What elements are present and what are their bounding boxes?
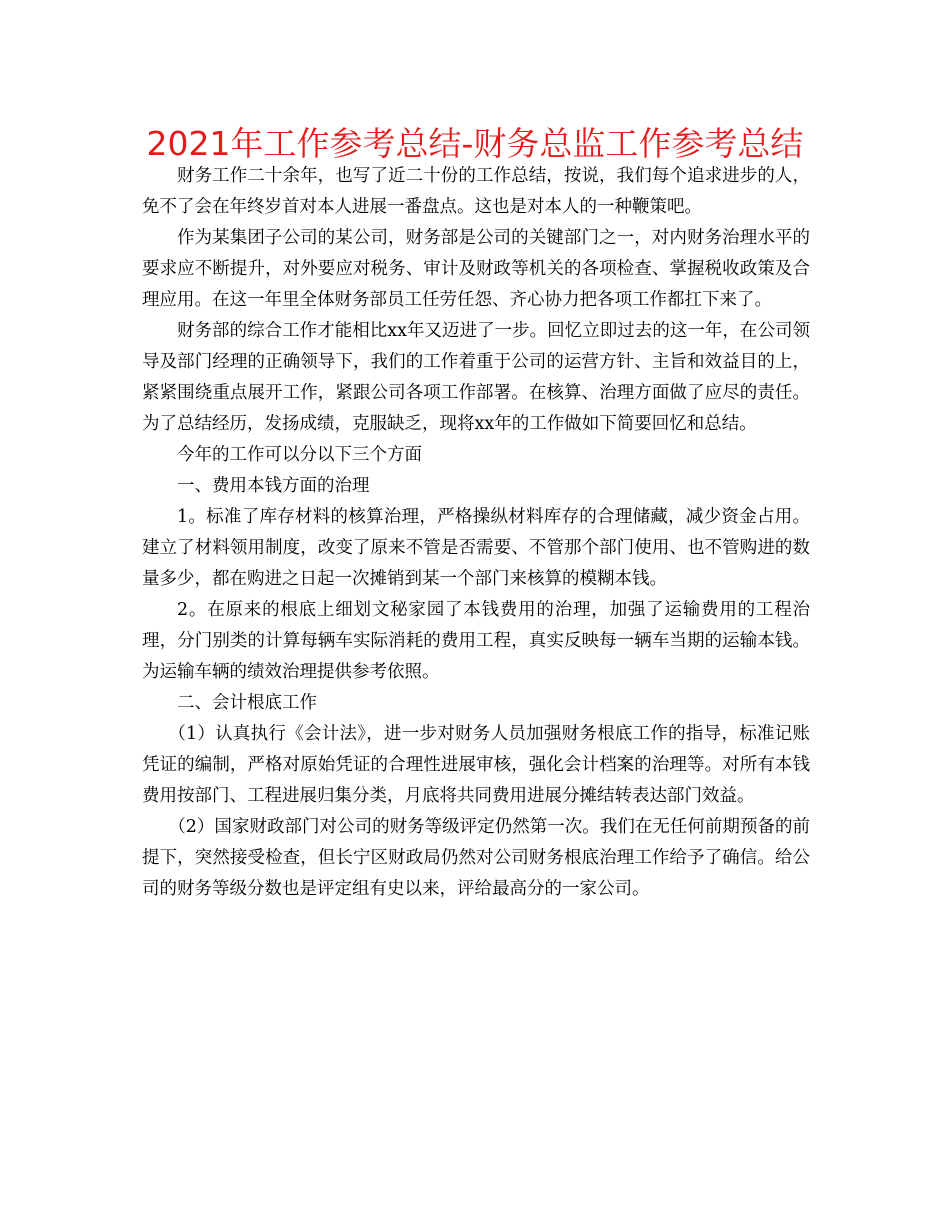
paragraph: 财务部的综合工作才能相比xx年又迈进了一步。回忆立即过去的这一年，在公司领导及部门经理的正确领导下，我们的工作着重于公司的运营方针、主旨和效益目的上，紧紧围绕重点展开工作，紧跟公司各项工作部署。在核算、治理方面做了应尽的责任。为了总结经历，发扬成绩，克服缺乏，现将xx年的工作做如下简要回忆和总结。 bbox=[142, 321, 810, 434]
paragraph: 今年的工作可以分以下三个方面 bbox=[177, 445, 422, 465]
paragraph: 作为某集团子公司的某公司，财务部是公司的关键部门之一，对内财务治理水平的要求应不断提升，对外要应对税务、审计及财政等机关的各项检查、掌握税收政策及合理应用。在这一年里全体财务部员工任劳任怨、齐心协力把各项工作都扛下来了。 bbox=[142, 228, 810, 310]
paragraph: （2）国家财政部门对公司的财务等级评定仍然第一次。我们在无任何前期预备的前提下，突然接受检查，但长宁区财政局仍然对公司财务根底治理工作给予了确信。给公司的财务等级分数也是评定组有史以来，评给最高分的一家公司。 bbox=[142, 817, 810, 899]
section-heading-cost-management: 一、费用本钱方面的治理 bbox=[177, 476, 370, 496]
paragraph: （1）认真执行《会计法》，进一步对财务人员加强财务根底工作的指导，标准记账凭证的编制，严格对原始凭证的合理性进展审核，强化会计档案的治理等。对所有本钱费用按部门、工程进展归集分类，月底将共同费用进展分摊结转表达部门效益。 bbox=[142, 724, 810, 806]
section-heading-accounting-basics: 二、会计根底工作 bbox=[177, 693, 317, 713]
paragraph: 2。在原来的根底上细划文秘家园了本钱费用的治理，加强了运输费用的工程治理，分门别类的计算每辆车实际消耗的费用工程，真实反映每一辆车当期的运输本钱。为运输车辆的绩效治理提供参考依照。 bbox=[142, 600, 810, 682]
paragraph: 1。标准了库存材料的核算治理，严格操纵材料库存的合理储藏，减少资金占用。建立了材料领用制度，改变了原来不管是否需要、不管那个部门使用、也不管购进的数量多少，都在购进之日起一次摊销到某一个部门来核算的模糊本钱。 bbox=[142, 507, 810, 589]
document-body bbox=[142, 161, 810, 905]
paragraph: 财务工作二十余年，也写了近二十份的工作总结，按说，我们每个追求进步的人，免不了会在年终岁首对本人进展一番盘点。这也是对本人的一种鞭策吧。 bbox=[142, 166, 810, 217]
document-title: 2021年工作参考总结-财务总监工作参考总结 bbox=[146, 124, 804, 163]
